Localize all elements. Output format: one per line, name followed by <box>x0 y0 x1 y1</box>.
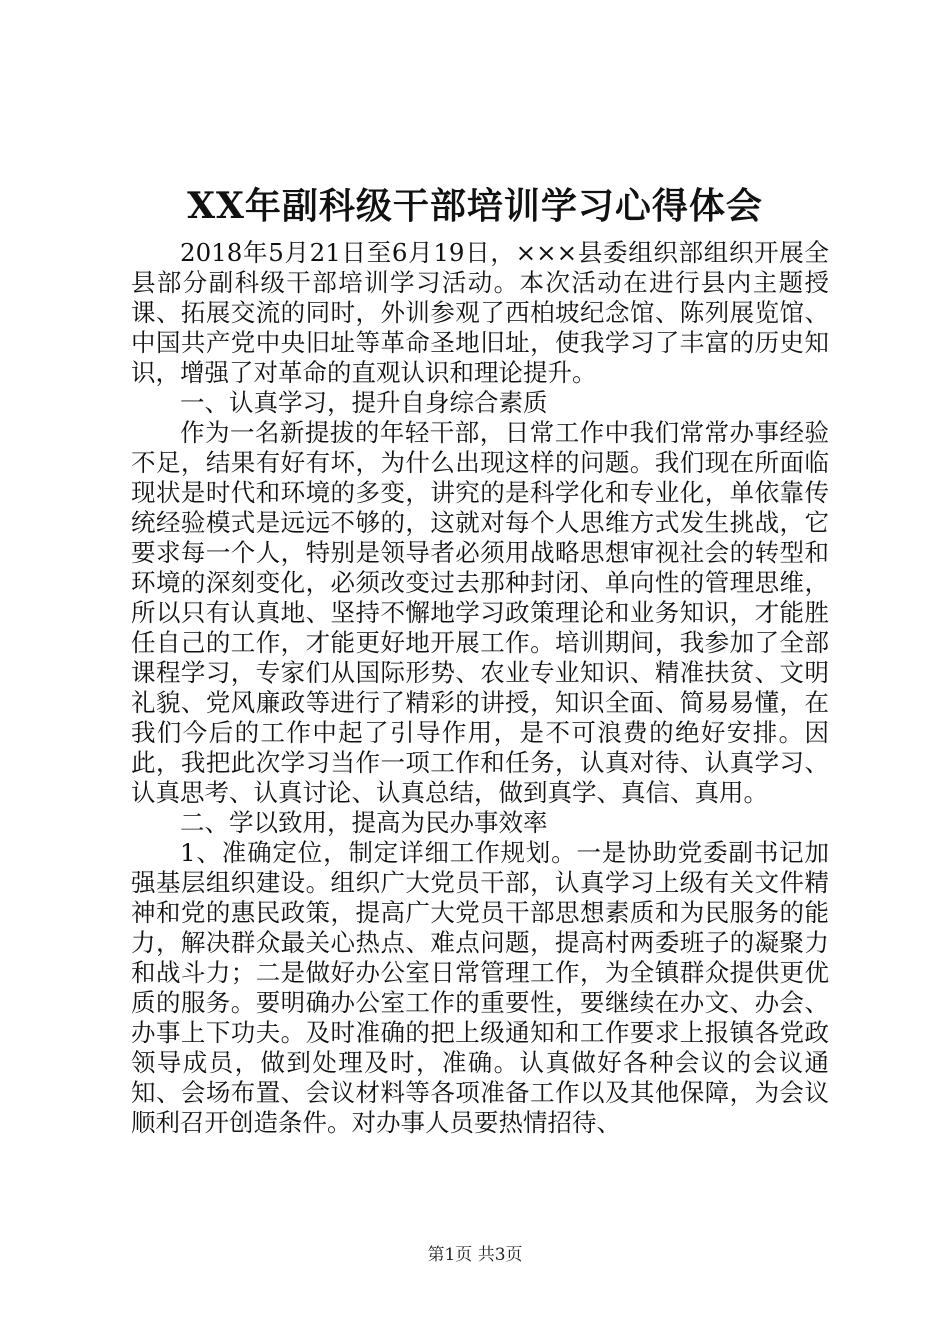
page-number-footer: 第1页 共3页 <box>427 1245 523 1265</box>
document-body <box>131 238 829 1138</box>
document-title: XX年副科级干部培训学习心得体会 <box>187 185 763 227</box>
section-heading-2: 二、学以致用，提高为民办事效率 <box>180 808 548 837</box>
section-2-paragraph: 1、准确定位，制定详细工作规划。一是协助党委副书记加强基层组织建设。组织广大党员干部，认真学习上级有关文件精神和党的惠民政策，提高广大党员干部思想素质和为民服务的能力，解决群众最关心热点、难点问题，提高村两委班子的凝聚力和战斗力；二是做好办公室日常管理工作，为全镇群众提供更优质的服务。要明确办公室工作的重要性，要继续在办文、办会、办事上下功夫。及时准确的把上级通知和工作要求上报镇各党政领导成员，做到处理及时，准确。认真做好各种会议的会议通知、会场布置、会议材料等各项准备工作以及其他保障，为会议顺利召开创造条件。对办事人员要热情招待、 <box>131 838 829 1137</box>
intro-paragraph: 2018年5月21日至6月19日，×××县委组织部组织开展全县部分副科级干部培训学习活动。本次活动在进行县内主题授课、拓展交流的同时，外训参观了西柏坡纪念馆、陈列展览馆、中国共产党中央旧址等革命圣地旧址，使我学习了丰富的历史知识，增强了对革命的直观认识和理论提升。 <box>131 238 829 387</box>
section-heading-1: 一、认真学习，提升自身综合素质 <box>180 388 548 417</box>
section-1-paragraph: 作为一名新提拔的年轻干部，日常工作中我们常常办事经验不足，结果有好有坏，为什么出现这样的问题。我们现在所面临现状是时代和环境的多变，讲究的是科学化和专业化，单依靠传统经验模式是远远不够的，这就对每个人思维方式发生挑战，它要求每一个人，特别是领导者必须用战略思想审视社会的转型和环境的深刻变化，必须改变过去那种封闭、单向性的管理思维，所以只有认真地、坚持不懈地学习政策理论和业务知识，才能胜任自己的工作，才能更好地开展工作。培训期间，我参加了全部课程学习，专家们从国际形势、农业专业知识、精准扶贫、文明礼貌、党风廉政等进行了精彩的讲授，知识全面、简易易懂，在我们今后的工作中起了引导作用，是不可浪费的绝好安排。因此，我把此次学习当作一项工作和任务，认真对待、认真学习、认真思考、认真讨论、认真总结，做到真学、真信、真用。 <box>131 418 829 807</box>
